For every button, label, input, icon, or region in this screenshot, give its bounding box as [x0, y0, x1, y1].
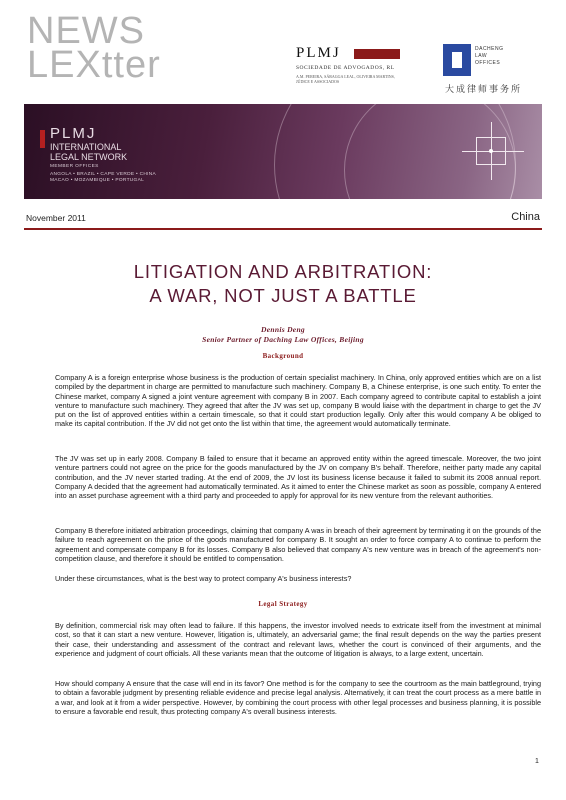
paragraph-3: Company B therefore initiated arbitration proceedings, claiming that company A was in breach of their agreement by terminating it on the grounds of the failure to reach agreement on the price of the goods manufactured for company B. It sought an order to force company A to continue to perform the agreement and compensate company B for its losses. Company B also believed that company A's new venture was in breach of the agreement's non-competition clause, and therefore it should be entitled to compensation. [55, 526, 541, 563]
author-name: Dennis Deng [261, 325, 305, 334]
banner-members-label: MEMBER OFFICES [50, 164, 99, 169]
section-heading-background: Background [262, 352, 304, 360]
issue-row [24, 206, 542, 230]
article-author [24, 325, 542, 345]
dacheng-logo [443, 44, 553, 94]
banner-countries: ANGOLA • BRAZIL • CAPE VERDE • CHINA MACAO • MOZAMBIQUE • PORTUGAL [50, 172, 157, 184]
newsletter-title-line1: NEWS [27, 10, 145, 52]
network-banner [24, 104, 542, 199]
plmj-logo-partners: A.M. PEREIRA, SÁRAGGA LEAL, OLIVEIRA MARTINS, JÚDICE E ASSOCIADOS [296, 74, 395, 84]
headline-line2: A WAR, NOT JUST A BATTLE [149, 285, 417, 306]
article-headline [24, 260, 542, 308]
issue-date: November 2011 [26, 213, 86, 223]
paragraph-1: Company A is a foreign enterprise whose business is the production of certain specialist machinery. In China, only approved entities which are on a list compiled by the department in charge are permitted to manufacture such machinery. Company B, a Chinese enterprise, is one such entity. To enter the Chinese market, company A signed a joint venture agreement with company B in 2007. Each company agreed to contribute capital to establish a joint venture to manufacture such machinery. They agreed that after the JV was set up, company B would liaise with the department in charge to get the JV put on the list of approved entities within a certain timescale, so that it could start production legally. Only after this would company A be obliged to make its capital contribution. If the JV did not get onto the list within that time, the agreement would automatically terminate. [55, 373, 541, 429]
paragraph-5: By definition, commercial risk may often lead to failure. If this happens, the investor involved needs to extricate itself from the investment at minimal cost, so that it can start a new venture. However, litigation is, ultimately, an adversarial game; the final result depends on the way the parties present their case, their understanding and assessment of the contract and relevant laws, whether the court is convinced of their arguments, and the experience and judgment of court officials. All these variants mean that the outcome of litigation is always, to a large extent, uncertain. [55, 621, 541, 658]
paragraph-4: Under these circumstances, what is the best way to protect company A's business interests? [55, 574, 352, 583]
author-title: Senior Partner of Daching Law Offices, Beijing [202, 335, 364, 344]
banner-network-name: PLMJ [50, 125, 97, 142]
crosshair-dot-icon [489, 149, 493, 153]
dacheng-emblem-icon [443, 44, 471, 76]
dacheng-chinese-name: 大成律师事务所 [445, 84, 523, 94]
headline-line1: LITIGATION AND ARBITRATION: [133, 261, 433, 282]
header-divider [24, 228, 542, 230]
newsletter-title [27, 10, 161, 86]
paragraph-6: How should company A ensure that the case will end in its favor? One method is for the company to see the courtroom as the main battleground, trying to obtain a favorable judgment by presenting reliable evidence and precise legal analysis. Alternatively, it can treat the court process as a mere battle in a war, and look at it from a wider perspective. However, by combining the court process with other legal processes and business planning, it is possible to ensure a favorable end result, thus protecting company A's overall business interests. [55, 679, 541, 716]
plmj-logo-subtitle: SOCIEDADE DE ADVOGADOS, RL [296, 65, 395, 71]
plmj-logo-bar [354, 49, 400, 59]
banner-network-subtitle: INTERNATIONAL LEGAL NETWORK [50, 142, 128, 162]
plmj-logo [296, 46, 406, 92]
plmj-red-mark [40, 130, 45, 148]
issue-region: China [511, 211, 540, 223]
newsletter-title-line2: LEXtter [27, 44, 161, 86]
section-heading-legal-strategy: Legal Strategy [258, 600, 308, 608]
masthead [0, 0, 566, 103]
page-number: 1 [535, 758, 539, 765]
dacheng-logo-text: DACHENG LAW OFFICES [475, 46, 504, 66]
plmj-logo-name: PLMJ [296, 45, 341, 61]
paragraph-2: The JV was set up in early 2008. Company B failed to ensure that it became an approved entity within the agreed timescale. Moreover, the two joint venture partners could not agree on the price for the goods manufactured by the JV on company B's behalf. Therefore, neither party made any capital contribution, and the JV never started trading. At the end of 2009, the JV lost its business license because it failed to submit its 2008 annual report. Company A decided that the agreement had automatically terminated. As it aimed to enter the Chinese market as soon as possible, company A entered into an asset purchase agreement with a third party and proceeded to apply for approval for its new venture from the relevant authorities. [55, 454, 541, 501]
